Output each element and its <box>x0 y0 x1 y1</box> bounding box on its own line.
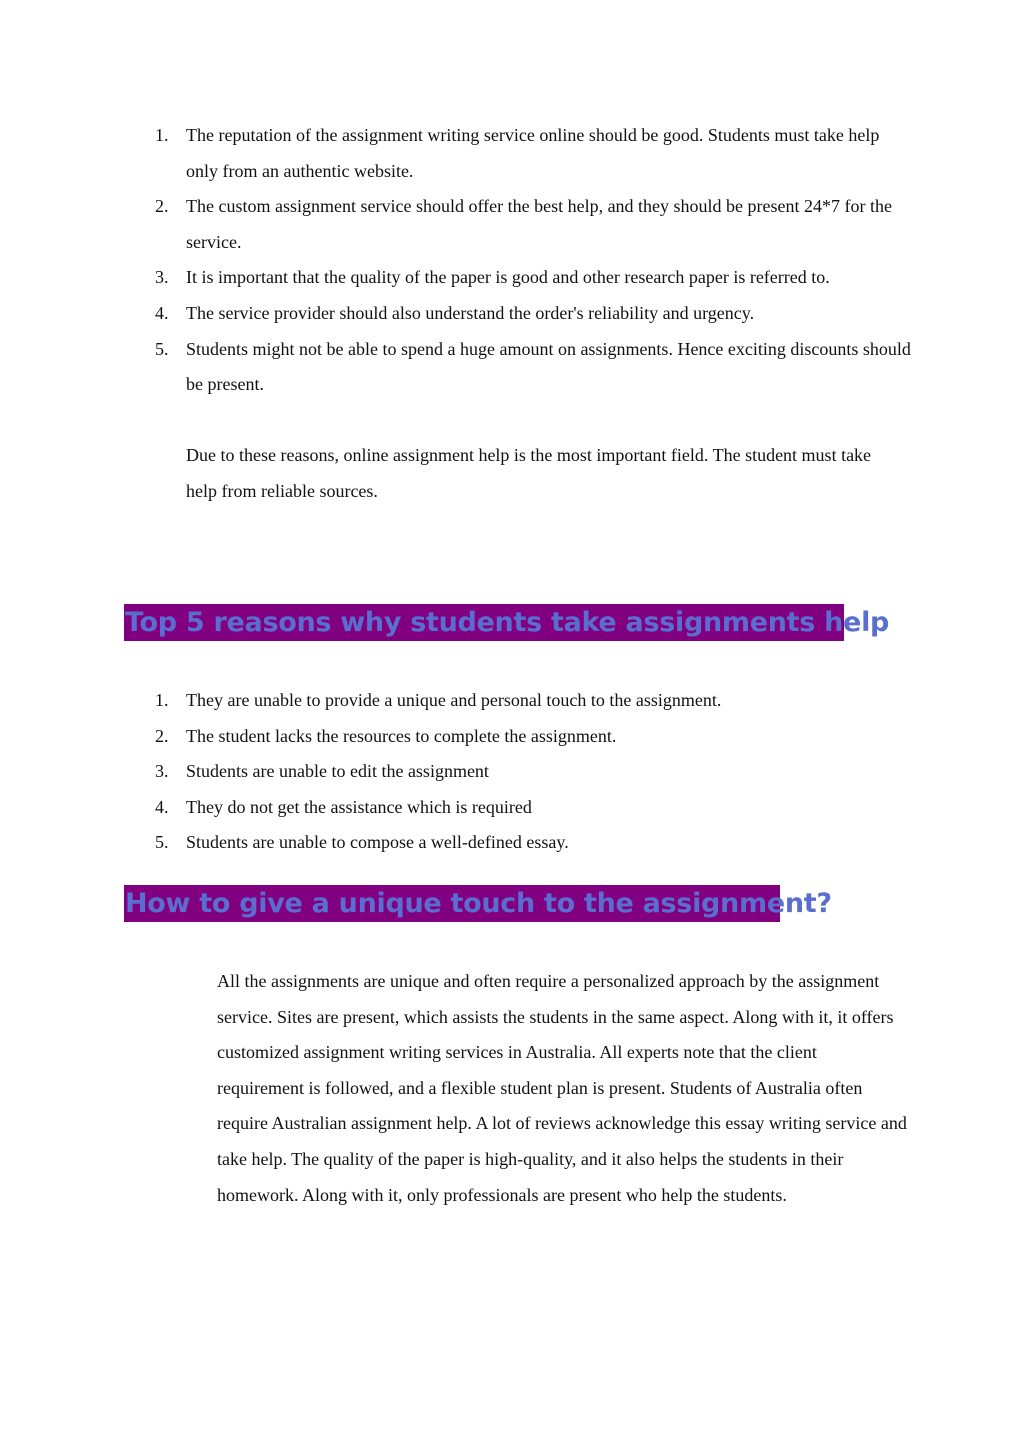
list-number: 4. <box>155 796 169 817</box>
list-number: 1. <box>155 690 169 710</box>
list-text: They do not get the assistance which is required <box>186 796 532 817</box>
list-item <box>124 754 914 790</box>
reasons-list <box>124 683 914 861</box>
list-text: The service provider should also understand the order's reliability and urgency. <box>186 302 755 323</box>
list-number: 4. <box>155 302 169 323</box>
list-text: Students are unable to compose a well-defined essay. <box>186 832 569 853</box>
list-item <box>124 825 914 861</box>
list-number: 3. <box>155 267 169 288</box>
list-number: 1. <box>155 125 169 145</box>
list-number: 3. <box>155 761 169 782</box>
list-number: 2. <box>155 725 169 746</box>
section-heading-reasons: Top 5 reasons why students take assignments help <box>124 604 844 641</box>
list-text: It is important that the quality of the paper is good and other research paper is referred to. <box>186 267 830 288</box>
list-item <box>124 683 914 719</box>
list-text: The student lacks the resources to complete the assignment. <box>186 725 617 746</box>
body-paragraph: All the assignments are unique and often require a personalized approach by the assignment service. Sites are present, which assists the students in the same aspect. Along with it, it offers customized assignment writing services in Australia. All experts note that the client requirement is followed, and a flexible student plan is present. Students of Australia often require Australian assignment help. A lot of reviews acknowledge this essay writing service and take help. The quality of the paper is high-quality, and it also helps the students in their homework. Along with it, only professionals are present who help the students. <box>217 971 907 1205</box>
list-item <box>124 260 914 296</box>
requirements-list <box>124 118 914 403</box>
list-text: Students are unable to edit the assignment <box>186 761 489 782</box>
list-continuation-text: Due to these reasons, online assignment help is the most important field. The student must take help from reliable sources. <box>186 445 872 501</box>
list-text: They are unable to provide a unique and personal touch to the assignment. <box>186 690 722 710</box>
list-number: 2. <box>155 196 169 217</box>
list-number: 5. <box>155 832 169 853</box>
list-item <box>124 296 914 332</box>
list-item <box>124 118 914 189</box>
list-number: 5. <box>155 338 169 359</box>
list-text: The custom assignment service should offer the best help, and they should be present 24*7 for the service. <box>186 196 892 252</box>
list-item <box>124 189 914 260</box>
list-item <box>124 719 914 755</box>
list-text: Students might not be able to spend a huge amount on assignments. Hence exciting discounts should be present. <box>186 338 911 395</box>
list-item <box>124 332 914 403</box>
section-heading-unique-touch: How to give a unique touch to the assignment? <box>124 885 780 922</box>
list-text: The reputation of the assignment writing service online should be good. Students must take help only from an authentic website. <box>186 125 880 181</box>
list-item <box>124 790 914 826</box>
